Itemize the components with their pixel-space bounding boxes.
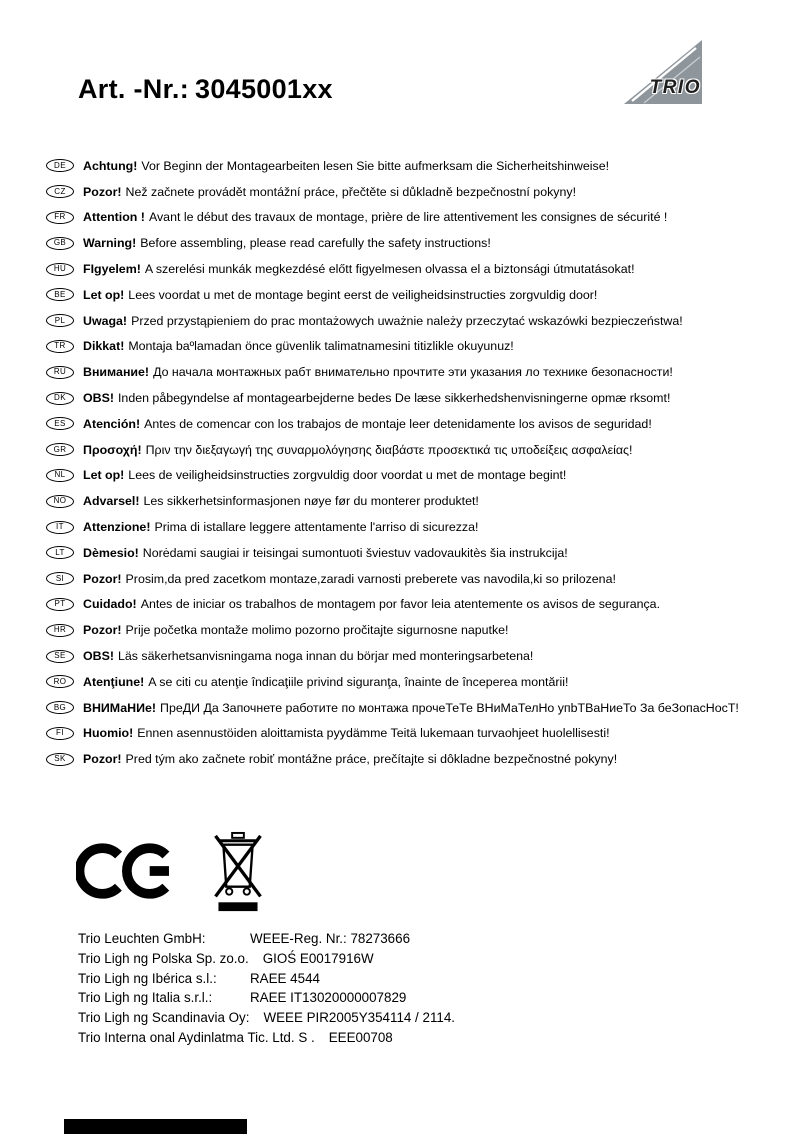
- company-name: Trio Ligh ng Italia s.r.l.:: [78, 990, 213, 1006]
- warning-text: [83, 597, 660, 611]
- warning-row: [46, 617, 768, 643]
- warning-body: Norėdami saugiai ir teisingai sumontuoti šviestuv vadovaukitès šia instrukcija!: [142, 545, 568, 560]
- warning-text: [83, 752, 617, 766]
- company-registration-row: [78, 1008, 455, 1028]
- language-badge: TR: [46, 340, 74, 353]
- language-badge: PT: [46, 598, 74, 611]
- warning-keyword: Uwaga!: [83, 313, 128, 328]
- company-name: Trio Ligh ng Ibérica s.l.:: [78, 970, 217, 986]
- warning-keyword: Atención!: [83, 416, 141, 431]
- warning-keyword: Let op!: [83, 287, 125, 302]
- warning-keyword: Attenzione!: [83, 520, 151, 535]
- warning-text: [83, 520, 478, 534]
- language-badge: RU: [46, 366, 74, 379]
- warning-text: [83, 675, 568, 689]
- language-badge: BE: [46, 288, 74, 301]
- warning-body: Prima di istallare leggere attentamente l'arriso di sicurezza!: [154, 520, 479, 535]
- warning-body: До начала монтажных рабт внимательно прочтите эти указания ло технике безопасности!: [153, 365, 673, 380]
- warning-body: A se citi cu atenţie îndicaţiile privind siguranţa, înainte de începerea montării!: [148, 674, 569, 689]
- registration-number: EEE00708: [328, 1029, 393, 1045]
- warning-body: ПреДИ Да Започнете работите по монтажа прочеТеТе ВНиМаТелНо упbТВаНиеТо За беЗопасНосТ!: [160, 700, 739, 715]
- warning-keyword: Внимание!: [83, 365, 150, 380]
- warning-text: [83, 443, 632, 457]
- warning-text: [83, 262, 635, 276]
- language-badge: DK: [46, 392, 74, 405]
- warning-body: Les sikkerhetsinformasjonen nøye før du monterer produktet!: [143, 494, 479, 509]
- warning-text: [83, 494, 479, 508]
- language-badge: SK: [46, 753, 74, 766]
- page-title: [78, 74, 333, 105]
- company-registration-row: [78, 1028, 455, 1048]
- warning-keyword: Pozor!: [83, 184, 122, 199]
- warning-text: [83, 649, 533, 663]
- warning-row: [46, 463, 768, 489]
- language-badge: HR: [46, 624, 74, 637]
- warning-keyword: Pozor!: [83, 752, 122, 767]
- warning-row: [46, 308, 768, 334]
- warning-body: Avant le début des travaux de montage, prière de lire attentivement les consignes de sécurité !: [148, 210, 668, 225]
- warning-row: [46, 592, 768, 618]
- warning-body: Läs säkerhetsanvisningama noga innan du börjar med monteringsarbetena!: [117, 649, 534, 664]
- article-label: Art. -Nr.:: [78, 74, 189, 104]
- language-badge: RO: [46, 675, 74, 688]
- trio-logo: [624, 40, 702, 104]
- company-registration-row: [78, 949, 455, 969]
- warning-keyword: Pozor!: [83, 571, 122, 586]
- warning-body: Before assembling, please read carefully the safety instructions!: [140, 236, 491, 251]
- ce-mark-icon: [76, 838, 176, 904]
- warning-body: Prije početka montaže molimo pozorno pročitajte sigurnosne naputke!: [125, 623, 509, 638]
- warning-row: [46, 411, 768, 437]
- company-name: Trio Ligh ng Polska Sp. zo.o.: [78, 950, 249, 966]
- language-badge: ES: [46, 417, 74, 430]
- warning-row: [46, 488, 768, 514]
- warning-text: [83, 572, 616, 586]
- warning-row: [46, 334, 768, 360]
- warning-row: [46, 230, 768, 256]
- warning-body: Lees voordat u met de montage begint eerst de veiligheidsinstructies zorgvuldig door!: [128, 287, 598, 302]
- warning-body: A szerelési munkák megkezdésé előtt figyelmesen olvassa el a biztonsági útmutatásokat!: [144, 262, 635, 277]
- warning-keyword: Atenţiune!: [83, 674, 145, 689]
- warning-body: Inden påbegyndelse af montagearbejderne bedes De læse sikkerhedshenvisningerne opmæ rksomt!: [117, 391, 671, 406]
- warning-row: [46, 721, 768, 747]
- language-badge: NL: [46, 469, 74, 482]
- warning-body: Pred tým ako začnete robiť montážne práce, prečítajte si dôkladne bezpečnostné pokyny!: [125, 752, 618, 767]
- warning-text: [83, 391, 670, 405]
- warning-text: [83, 365, 673, 379]
- warning-row: [46, 437, 768, 463]
- company-registration-row: [78, 988, 455, 1008]
- warning-body: Πριν την διεξαγωγή της συναρμολόγησης διαβάστε προσεκτικά τις υποδείξεις ασφαλείας!: [145, 442, 633, 457]
- language-badge: GB: [46, 237, 74, 250]
- warning-text: [83, 314, 683, 328]
- registration-number: RAEE IT13020000007829: [250, 990, 407, 1006]
- warnings-list: [46, 153, 768, 772]
- warning-keyword: Dikkat!: [83, 339, 125, 354]
- language-badge: BG: [46, 701, 74, 714]
- language-badge: DE: [46, 159, 74, 172]
- warning-row: [46, 695, 768, 721]
- warning-row: [46, 669, 768, 695]
- warning-body: Než začnete provádět montážní práce, přečtěte si důkladně bezpečnostní pokyny!: [125, 184, 577, 199]
- warning-text: [83, 288, 597, 302]
- warning-row: [46, 746, 768, 772]
- warning-keyword: Let op!: [83, 468, 125, 483]
- warning-text: [83, 468, 566, 482]
- warning-keyword: Huomio!: [83, 726, 134, 741]
- warning-body: Przed przystąpieniem do prac montażowych uważnie należy przeczytać wskazówki bezpieczeństwa!: [131, 313, 683, 328]
- warning-keyword: Cuidado!: [83, 597, 137, 612]
- warning-keyword: Warning!: [83, 236, 137, 251]
- warning-row: [46, 256, 768, 282]
- warning-text: [83, 159, 609, 173]
- warning-text: [83, 546, 568, 560]
- warning-row: [46, 282, 768, 308]
- language-badge: FI: [46, 727, 74, 740]
- company-registration-row: [78, 969, 455, 989]
- warning-text: [83, 339, 514, 353]
- warning-row: [46, 566, 768, 592]
- language-badge: SI: [46, 572, 74, 585]
- registration-number: WEEE-Reg. Nr.: 78273666: [250, 931, 411, 946]
- warning-row: [46, 385, 768, 411]
- warning-row: [46, 540, 768, 566]
- warning-keyword: Attention !: [83, 210, 145, 225]
- language-badge: FR: [46, 211, 74, 224]
- warning-text: [83, 236, 491, 250]
- warning-keyword: OBS!: [83, 391, 114, 406]
- warning-row: [46, 205, 768, 231]
- trio-logo-text: TRIO: [649, 77, 701, 98]
- warning-keyword: Dèmesio!: [83, 545, 139, 560]
- warning-keyword: Pozor!: [83, 623, 122, 638]
- warning-row: [46, 359, 768, 385]
- company-name: Trio Ligh ng Scandinavia Oy:: [78, 1010, 250, 1026]
- language-badge: SE: [46, 650, 74, 663]
- article-number: 3045001xx: [195, 74, 333, 104]
- warning-row: [46, 179, 768, 205]
- language-badge: NO: [46, 495, 74, 508]
- warning-text: [83, 701, 739, 715]
- language-badge: LT: [46, 546, 74, 559]
- warning-keyword: OBS!: [83, 649, 114, 664]
- warning-text: [83, 417, 652, 431]
- warning-row: [46, 514, 768, 540]
- language-badge: GR: [46, 443, 74, 456]
- warning-body: Prosim,da pred zacetkom montaze,zaradi varnosti preberete vas navodila,ki so prilozena!: [125, 571, 616, 586]
- registration-number: GIOŚ E0017916W: [262, 950, 374, 966]
- warning-keyword: Προσοχή!: [83, 442, 142, 457]
- warning-text: [83, 185, 576, 199]
- warning-body: Ennen asennustöiden aloittamista pyydämme Teitä lukemaan turvaohjeet huolellisesti!: [137, 726, 610, 741]
- weee-bin-icon: [211, 831, 265, 915]
- warning-row: [46, 643, 768, 669]
- language-badge: IT: [46, 521, 74, 534]
- company-name: Trio Interna onal Aydinlatma Tic. Ltd. S .: [78, 1029, 315, 1045]
- warning-row: [46, 153, 768, 179]
- warning-body: Montaja baºlamadan önce güvenlik talimatnamesini titizlikle okuyunuz!: [128, 339, 514, 354]
- language-badge: CZ: [46, 185, 74, 198]
- language-badge: PL: [46, 314, 74, 327]
- warning-body: Antes de comencar con los trabajos de montaje leer detenidamente los avisos de seguridad!: [144, 416, 652, 431]
- warning-keyword: Advarsel!: [83, 494, 140, 509]
- warning-text: [83, 210, 667, 224]
- language-badge: HU: [46, 263, 74, 276]
- company-registration-row: [78, 929, 455, 949]
- warning-body: Antes de iniciar os trabalhos de montagem por favor leia atentemente os avisos de segurança.: [140, 597, 661, 612]
- registration-number: RAEE 4544: [250, 970, 320, 986]
- warning-keyword: Achtung!: [83, 158, 138, 173]
- warning-keyword: FIgyelem!: [83, 262, 141, 277]
- footer-bar: [64, 1119, 247, 1134]
- warning-body: Lees de veiligheidsinstructies zorgvuldig door voordat u met de montage begint!: [128, 468, 567, 483]
- warning-text: [83, 623, 509, 637]
- warning-text: [83, 726, 610, 740]
- warning-body: Vor Beginn der Montagearbeiten lesen Sie bitte aufmerksam die Sicherheitshinweise!: [141, 158, 610, 173]
- company-registrations: [78, 929, 455, 1048]
- company-name: Trio Leuchten GmbH:: [78, 931, 206, 946]
- warning-keyword: ВНИМаНИе!: [83, 700, 157, 715]
- registration-number: WEEE PIR2005Y354114 / 2114.: [263, 1010, 456, 1026]
